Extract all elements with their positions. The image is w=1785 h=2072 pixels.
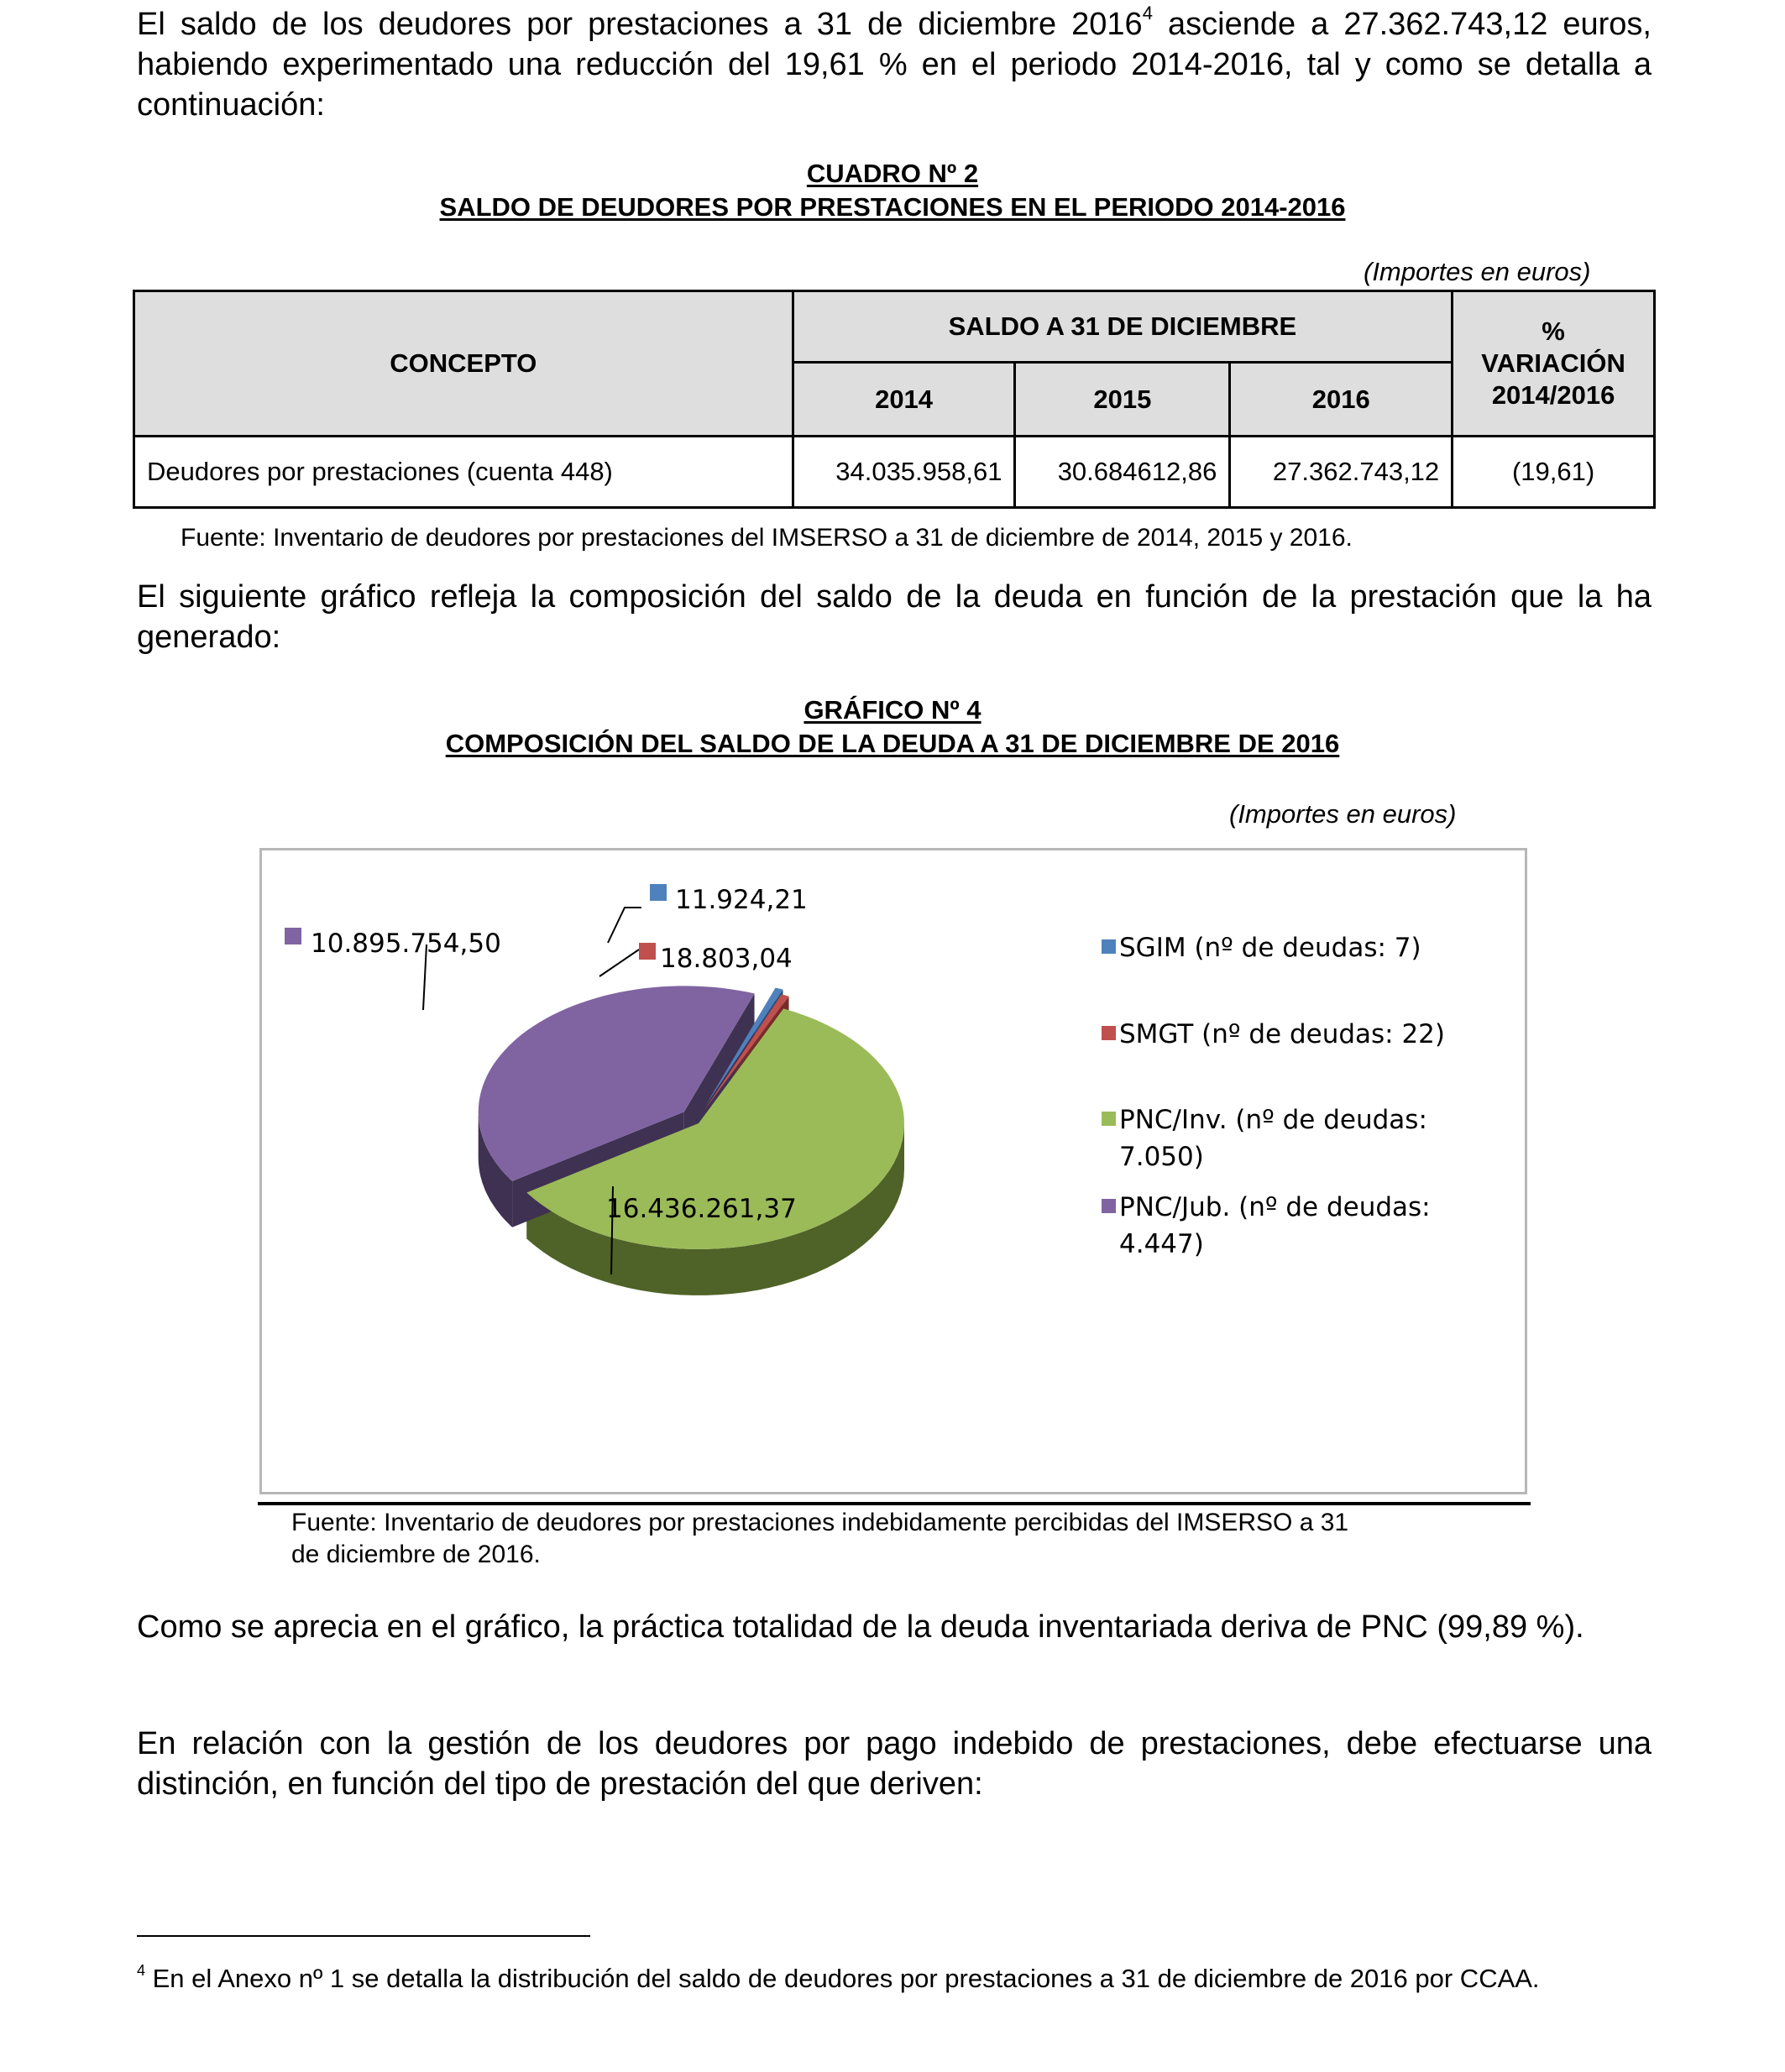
cuadro-number: CUADRO Nº 2 xyxy=(806,159,979,188)
intro-text-a: El saldo de los deudores por prestaciones a 31 de diciembre 2016 xyxy=(137,7,1143,42)
legend-key-0 xyxy=(1102,939,1116,954)
legend-key-1 xyxy=(1102,1026,1116,1040)
header-variacion xyxy=(1453,291,1655,437)
row-concepto: Deudores por prestaciones (cuenta 448) xyxy=(134,437,793,508)
grafico-source-line1: Fuente: Inventario de deudores por prestaciones indebidamente percibidas del IMSERSO a 31 xyxy=(291,1509,1349,1536)
paragraph-3: Como se aprecia en el gráfico, la práctica totalidad de la deuda inventariada deriva de PNC (99,89 %). xyxy=(137,1609,1584,1645)
cuadro-table xyxy=(133,290,1656,509)
footnote-ref[interactable]: 4 xyxy=(1142,3,1153,24)
header-year-2015: 2015 xyxy=(1015,363,1230,437)
label-key-2 xyxy=(581,1193,598,1210)
footnote-number: 4 xyxy=(137,1961,146,1979)
leader-line-1 xyxy=(599,950,639,976)
legend-key-2 xyxy=(1102,1112,1116,1126)
cuadro-units: (Importes en euros) xyxy=(1364,257,1591,286)
data-label-0: 11.924,21 xyxy=(675,885,808,915)
grafico-title: COMPOSICIÓN DEL SALDO DE LA DEUDA A 31 DE DICIEMBRE DE 2016 xyxy=(445,729,1340,758)
row-value-2015: 30.684612,86 xyxy=(1015,437,1230,508)
legend-label-3: PNC/Jub. (nº de deudas: xyxy=(1119,1192,1431,1222)
footnote-text: En el Anexo nº 1 se detalla la distribución del saldo de deudores por prestaciones a 31 de diciembre de 2016 por CCAA. xyxy=(145,1964,1540,1993)
header-saldo: SALDO A 31 DE DICIEMBRE xyxy=(793,291,1453,363)
header-concepto: CONCEPTO xyxy=(134,291,793,437)
legend-label-3-line2: 4.447) xyxy=(1119,1229,1204,1259)
label-key-0 xyxy=(650,884,667,901)
grafico-source-line2: de diciembre de 2016. xyxy=(291,1541,541,1568)
cuadro-title: SALDO DE DEUDORES POR PRESTACIONES EN EL PERIODO 2014-2016 xyxy=(439,192,1346,222)
row-value-2016: 27.362.743,12 xyxy=(1230,437,1453,508)
header-variacion-pct: % xyxy=(1542,317,1565,346)
cuadro-source: Fuente: Inventario de deudores por prestaciones del IMSERSO a 31 de diciembre de 2014, 2015 y 2016. xyxy=(181,524,1353,552)
data-label-1: 18.803,04 xyxy=(660,944,793,974)
row-value-2014: 34.035.958,61 xyxy=(793,437,1015,508)
legend-label-1: SMGT (nº de deudas: 22) xyxy=(1119,1019,1445,1049)
header-year-2014: 2014 xyxy=(793,363,1015,437)
legend-label-0: SGIM (nº de deudas: 7) xyxy=(1119,933,1421,963)
footnote xyxy=(137,1963,1652,1995)
header-variacion-label: VARIACIÓN xyxy=(1481,348,1625,378)
paragraph-4: En relación con la gestión de los deudores por pago indebido de prestaciones, debe efectuarse una distinción, en función del tipo de prestación del que deriven: xyxy=(137,1726,1652,1802)
header-variacion-period: 2014/2016 xyxy=(1491,380,1615,410)
paragraph-2: El siguiente gráfico refleja la composición del saldo de la deuda en función de la prestación que la ha generado: xyxy=(137,579,1652,655)
pie-chart xyxy=(259,848,1527,1494)
legend-key-3 xyxy=(1102,1199,1116,1213)
label-key-3 xyxy=(285,928,301,944)
data-label-3: 10.895.754,50 xyxy=(311,929,501,959)
intro-text-b: asciende a 27.362.743,12 euros, habiendo experimentado una reducción del 19,61 % en el periodo 2014-2016, tal y como se detalla a continuación: xyxy=(137,7,1652,123)
row-variacion: (19,61) xyxy=(1453,437,1655,508)
intro-paragraph xyxy=(137,4,1652,125)
footnote-rule xyxy=(137,1935,590,1937)
label-key-1 xyxy=(639,943,656,960)
grafico-number: GRÁFICO Nº 4 xyxy=(804,695,981,725)
grafico-units: (Importes en euros) xyxy=(1229,799,1457,829)
legend-label-2-line2: 7.050) xyxy=(1119,1142,1204,1172)
leader-line-0 xyxy=(608,908,641,943)
header-year-2016: 2016 xyxy=(1230,363,1453,437)
chart-separator xyxy=(258,1502,1531,1505)
data-label-2: 16.436.261,37 xyxy=(606,1194,797,1224)
legend-label-2: PNC/Inv. (nº de deudas: xyxy=(1119,1105,1427,1135)
pie-chart-svg xyxy=(262,850,1525,1492)
